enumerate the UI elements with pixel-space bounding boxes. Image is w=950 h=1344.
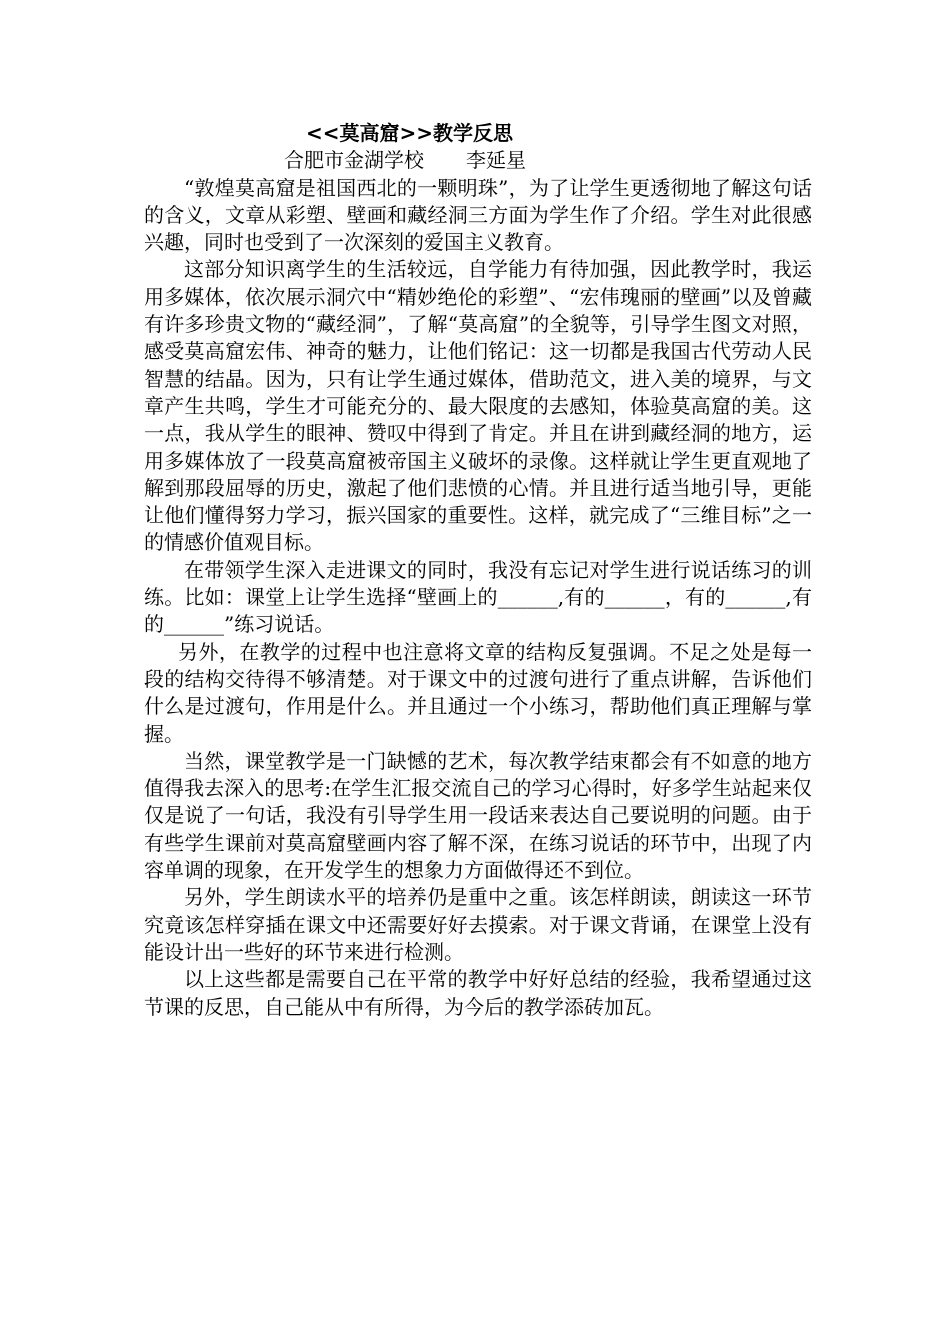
- paragraph-3: 在带领学生深入走进课文的同时，我没有忘记对学生进行说话练习的训练。比如：课堂上让学生选择“壁画上的______,有的______，有的______,有的______”练习说话。: [144, 557, 812, 637]
- paragraph-1: “敦煌莫高窟是祖国西北的一颗明珠”，为了让学生更透彻地了解这句话的含义，文章从彩塑、壁画和藏经洞三方面为学生作了介绍。学生对此很感兴趣，同时也受到了一次深刻的爱国主义教育。: [144, 175, 812, 255]
- paragraph-5: 当然，课堂教学是一门缺憾的艺术，每次教学结束都会有不如意的地方值得我去深入的思考:在学生汇报交流自己的学习心得时，好多学生站起来仅仅是说了一句话，我没有引导学生用一段话来表达自己要说明的问题。由于有些学生课前对莫高窟壁画内容了解不深，在练习说话的环节中，出现了内容单调的现象，在开发学生的想象力方面做得还不到位。: [144, 748, 812, 883]
- byline: [144, 147, 812, 174]
- document-title: <<莫高窟>>教学反思: [306, 121, 514, 145]
- school-name: 合肥市金湖学校: [284, 148, 424, 173]
- author-name: 李延星: [466, 148, 526, 173]
- paragraph-2: 这部分知识离学生的生活较远，自学能力有待加强，因此教学时，我运用多媒体，依次展示洞穴中“精妙绝伦的彩塑”、“宏伟瑰丽的壁画”以及曾藏有许多珍贵文物的“藏经洞”，了解“莫高窟”的全貌等，引导学生图文对照，感受莫高窟宏伟、神奇的魅力，让他们铭记：这一切都是我国古代劳动人民智慧的结晶。因为，只有让学生通过媒体，借助范文，进入美的境界，与文章产生共鸣，学生才可能充分的、最大限度的去感知，体验莫高窟的美。这一点，我从学生的眼神、赞叹中得到了肯定。并且在讲到藏经洞的地方，运用多媒体放了一段莫高窟被帝国主义破坏的录像。这样就让学生更直观地了解到那段屈辱的历史，激起了他们悲愤的心情。并且进行适当地引导，更能让他们懂得努力学习，振兴国家的重要性。这样，就完成了“三维目标”之一的情感价值观目标。: [144, 257, 812, 555]
- document-page: [144, 120, 812, 1021]
- paragraph-4: 另外，在教学的过程中也注意将文章的结构反复强调。不足之处是每一段的结构交待得不够清楚。对于课文中的过渡句进行了重点讲解，告诉他们什么是过渡句，作用是什么。并且通过一个小练习，帮助他们真正理解与掌握。: [144, 639, 812, 746]
- paragraph-6: 另外，学生朗读水平的培养仍是重中之重。该怎样朗读，朗读这一环节究竟该怎样穿插在课文中还需要好好去摸索。对于课文背诵，在课堂上没有能设计出一些好的环节来进行检测。: [144, 885, 812, 964]
- paragraph-7: 以上这些都是需要自己在平常的教学中好好总结的经验，我希望通过这节课的反思，自己能从中有所得，为今后的教学添砖加瓦。: [144, 967, 812, 1019]
